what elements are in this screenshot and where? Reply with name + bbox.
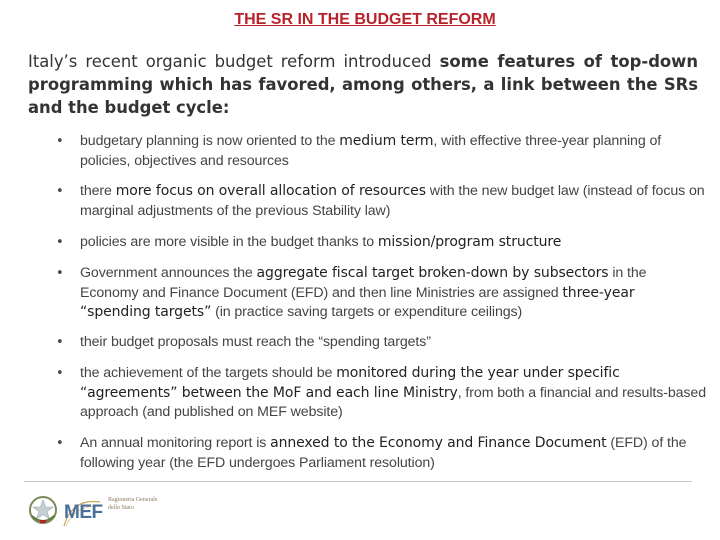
- text-segment-emphasis: aggregate fiscal target broken-down by subsectors: [256, 265, 609, 281]
- text-segment: the achievement of the targets should be: [80, 365, 337, 381]
- bullet-icon: •: [56, 184, 64, 199]
- text-segment: in the Economy and Finance Document (EFD) and then line Ministries are assigned: [80, 265, 647, 301]
- text-segment: Government announces the: [80, 265, 257, 281]
- slide-title: THE SR IN THE BUDGET REFORM: [234, 11, 496, 28]
- text-segment: policies are more visible in the budget thanks to: [80, 234, 378, 250]
- bullet-icon: •: [56, 266, 64, 281]
- text-segment: (in practice saving targets or expenditure ceilings): [211, 304, 523, 320]
- text-segment-emphasis: three-year “spending targets”: [80, 284, 635, 320]
- mef-logo-text: MEF: [64, 502, 103, 523]
- list-item-text: [80, 132, 706, 171]
- list-item-text: [80, 333, 706, 353]
- text-segment: budgetary planning is now oriented to the: [80, 133, 340, 149]
- text-segment-emphasis: annexed to the Economy and Finance Document: [270, 435, 607, 451]
- list-item-text: [80, 264, 706, 323]
- list-item-text: [80, 364, 706, 423]
- text-segment-emphasis: monitored during the year under specific “agreements” between the MoF and each line Ministry: [80, 365, 620, 401]
- text-segment-emphasis: mission/program structure: [377, 234, 562, 250]
- footer-divider: [24, 481, 692, 482]
- list-item-text: [80, 434, 706, 473]
- bullet-icon: •: [56, 366, 64, 381]
- text-segment-emphasis: more focus on overall allocation of resources: [115, 183, 426, 199]
- text-segment: , from both a financial and results-based approach (and published on MEF website): [80, 384, 707, 420]
- bullet-icon: •: [56, 235, 64, 250]
- bullet-icon: •: [56, 134, 64, 149]
- italian-republic-emblem-icon: [28, 494, 58, 526]
- text-segment: An annual monitoring report is: [80, 435, 271, 451]
- text-segment: , with effective three-year planning of policies, objectives and resources: [80, 133, 662, 169]
- text-segment-emphasis: medium term: [339, 133, 434, 149]
- list-item-text: [80, 182, 706, 221]
- intro-paragraph: [28, 50, 698, 119]
- list-item-text: [80, 233, 706, 253]
- bullet-icon: •: [56, 335, 64, 350]
- bullet-icon: •: [56, 436, 64, 451]
- intro-bold-text: some features of top-down programming which has favored, among others, a link between the SRs and the budget cycle:: [28, 52, 698, 117]
- intro-text: Italy’s recent organic budget reform introduced: [28, 52, 440, 71]
- text-segment: (EFD) of the following year (the EFD undergoes Parliament resolution): [80, 435, 687, 471]
- text-segment: with the new budget law (instead of focus on marginal adjustments of the previous Stability law): [80, 183, 705, 219]
- text-segment: their budget proposals must reach the “spending targets”: [80, 334, 431, 350]
- text-segment: there: [80, 183, 116, 199]
- mef-logo-subtitle: Ragioneria Generale dello Stato: [108, 497, 158, 511]
